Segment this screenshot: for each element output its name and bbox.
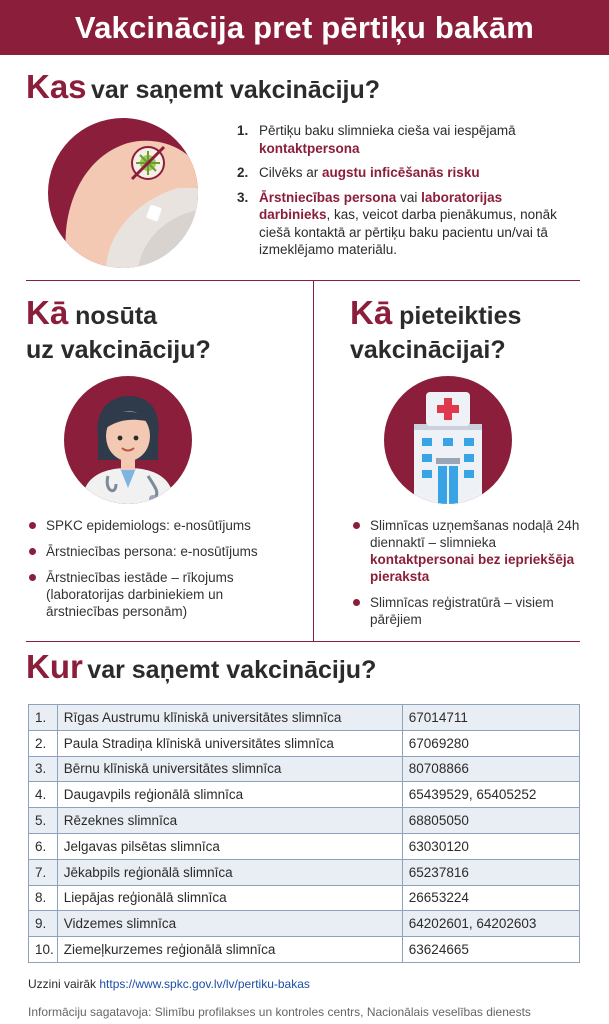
table-row — [29, 885, 580, 911]
apply-title-rest-2: vakcinācijai? — [350, 336, 506, 364]
hospital-phone: 63624665 — [402, 937, 579, 963]
send-item: Ārstniecības iestāde – rīkojums (laboratorijas darbiniekiem un ārstniecības personām) — [26, 569, 296, 620]
more-info-link[interactable]: https://www.spkc.gov.lv/lv/pertiku-bakas — [99, 977, 310, 991]
hospital-phone: 67014711 — [402, 705, 579, 731]
where-title-highlight: Kur — [26, 648, 83, 685]
who-item-2-text: Cilvēks ar — [259, 165, 323, 180]
row-number: 7. — [29, 859, 58, 885]
apply-item-1-text: Slimnīcas uzņemšanas nodaļā 24h diennaktī – slimnieka — [370, 518, 580, 550]
hospital-name: Vidzemes slimnīca — [57, 911, 402, 937]
row-number: 10. — [29, 937, 58, 963]
who-item-2-highlight: augstu inficēšanās risku — [322, 165, 480, 180]
who-item-3-num: 3. — [237, 189, 249, 205]
row-number: 6. — [29, 833, 58, 859]
send-section-title — [26, 296, 211, 367]
table-row — [29, 808, 580, 834]
who-item-2-num: 2. — [237, 165, 249, 180]
hospital-name: Rīgas Austrumu klīniskā universitātes slimnīca — [57, 705, 402, 731]
apply-item-1 — [350, 517, 580, 585]
apply-list — [350, 517, 580, 637]
hospital-name: Liepājas reģionālā slimnīca — [57, 885, 402, 911]
who-item-1 — [237, 122, 577, 157]
where-title-rest: var saņemt vakcināciju? — [87, 656, 377, 684]
hospital-phone: 63030120 — [402, 833, 579, 859]
more-info — [28, 977, 310, 991]
who-item-1-num: 1. — [237, 123, 249, 138]
hospital-phone: 67069280 — [402, 730, 579, 756]
who-item-3-highlight-1: Ārstniecības persona — [259, 189, 397, 205]
row-number: 4. — [29, 782, 58, 808]
send-list — [26, 517, 296, 629]
who-item-1-highlight: kontaktpersona — [259, 140, 360, 156]
hospital-name: Paula Stradiņa klīniskā universitātes slimnīca — [57, 730, 402, 756]
hospital-phone: 65237816 — [402, 859, 579, 885]
divider-top — [26, 280, 580, 281]
hospital-phone: 80708866 — [402, 756, 579, 782]
vaccinated-arm-icon — [48, 118, 198, 268]
hospital-phone: 64202601, 64202603 — [402, 911, 579, 937]
who-list — [237, 122, 577, 266]
who-title-rest: var saņemt vakcināciju? — [91, 76, 381, 104]
more-info-label: Uzzini vairāk — [28, 977, 97, 991]
divider-vertical — [313, 280, 314, 642]
table-row — [29, 833, 580, 859]
header-banner — [0, 0, 609, 55]
who-item-3-highlight-2: laboratorijas darbinieks — [259, 189, 503, 222]
send-title-rest-2: uz vakcināciju? — [26, 336, 211, 364]
hospital-table — [28, 704, 580, 963]
table-row — [29, 782, 580, 808]
who-item-1-text: Pērtiķu baku slimnieka cieša vai iespējamā — [259, 123, 516, 138]
table-row — [29, 859, 580, 885]
who-section-title — [26, 68, 380, 106]
send-title-rest-1: nosūta — [75, 302, 158, 330]
hospital-phone: 65439529, 65405252 — [402, 782, 579, 808]
who-item-2 — [237, 164, 577, 182]
who-item-3-text: , kas, veicot darba pienākumus, nonāk ciešā kontaktā ar pērtiķu baku pacientu un/vai tā izmeklējamo materiālu. — [259, 207, 557, 257]
hospital-icon — [384, 376, 512, 504]
apply-section-title — [350, 296, 521, 367]
send-item: Ārstniecības persona: e-nosūtījums — [26, 543, 296, 560]
hospital-name: Jelgavas pilsētas slimnīca — [57, 833, 402, 859]
table-row — [29, 937, 580, 963]
table-row — [29, 730, 580, 756]
who-item-3-middle: vai — [396, 189, 422, 205]
divider-bottom — [26, 641, 580, 642]
table-row — [29, 911, 580, 937]
apply-item-2: Slimnīcas reģistratūrā – visiem pārējiem — [350, 594, 580, 628]
send-title-highlight: Kā — [26, 294, 69, 331]
hospital-name: Ziemeļkurzemes reģionālā slimnīca — [57, 937, 402, 963]
row-number: 9. — [29, 911, 58, 937]
row-number: 8. — [29, 885, 58, 911]
doctor-icon — [64, 376, 192, 504]
apply-title-rest-1: pieteikties — [399, 302, 522, 330]
row-number: 5. — [29, 808, 58, 834]
hospital-name: Jēkabpils reģionālā slimnīca — [57, 859, 402, 885]
row-number: 1. — [29, 705, 58, 731]
credit-line: Informāciju sagatavoja: Slimību profilakses un kontroles centrs, Nacionālais veselības dienests — [28, 1005, 531, 1019]
hospital-name: Rēzeknes slimnīca — [57, 808, 402, 834]
send-item: SPKC epidemiologs: e-nosūtījums — [26, 517, 296, 534]
apply-item-1-highlight: kontaktpersonai bez iepriekšēja pieraksta — [370, 552, 575, 584]
where-section-title — [26, 648, 376, 686]
hospital-phone: 68805050 — [402, 808, 579, 834]
row-number: 2. — [29, 730, 58, 756]
who-item-3 — [237, 189, 577, 259]
apply-title-highlight: Kā — [350, 294, 393, 331]
who-title-highlight: Kas — [26, 68, 87, 105]
hospital-name: Bērnu klīniskā universitātes slimnīca — [57, 756, 402, 782]
page-title: Vakcinācija pret pērtiķu bakām — [74, 9, 535, 45]
row-number: 3. — [29, 756, 58, 782]
table-row — [29, 756, 580, 782]
table-row — [29, 705, 580, 731]
hospital-phone: 26653224 — [402, 885, 579, 911]
hospital-name: Daugavpils reģionālā slimnīca — [57, 782, 402, 808]
